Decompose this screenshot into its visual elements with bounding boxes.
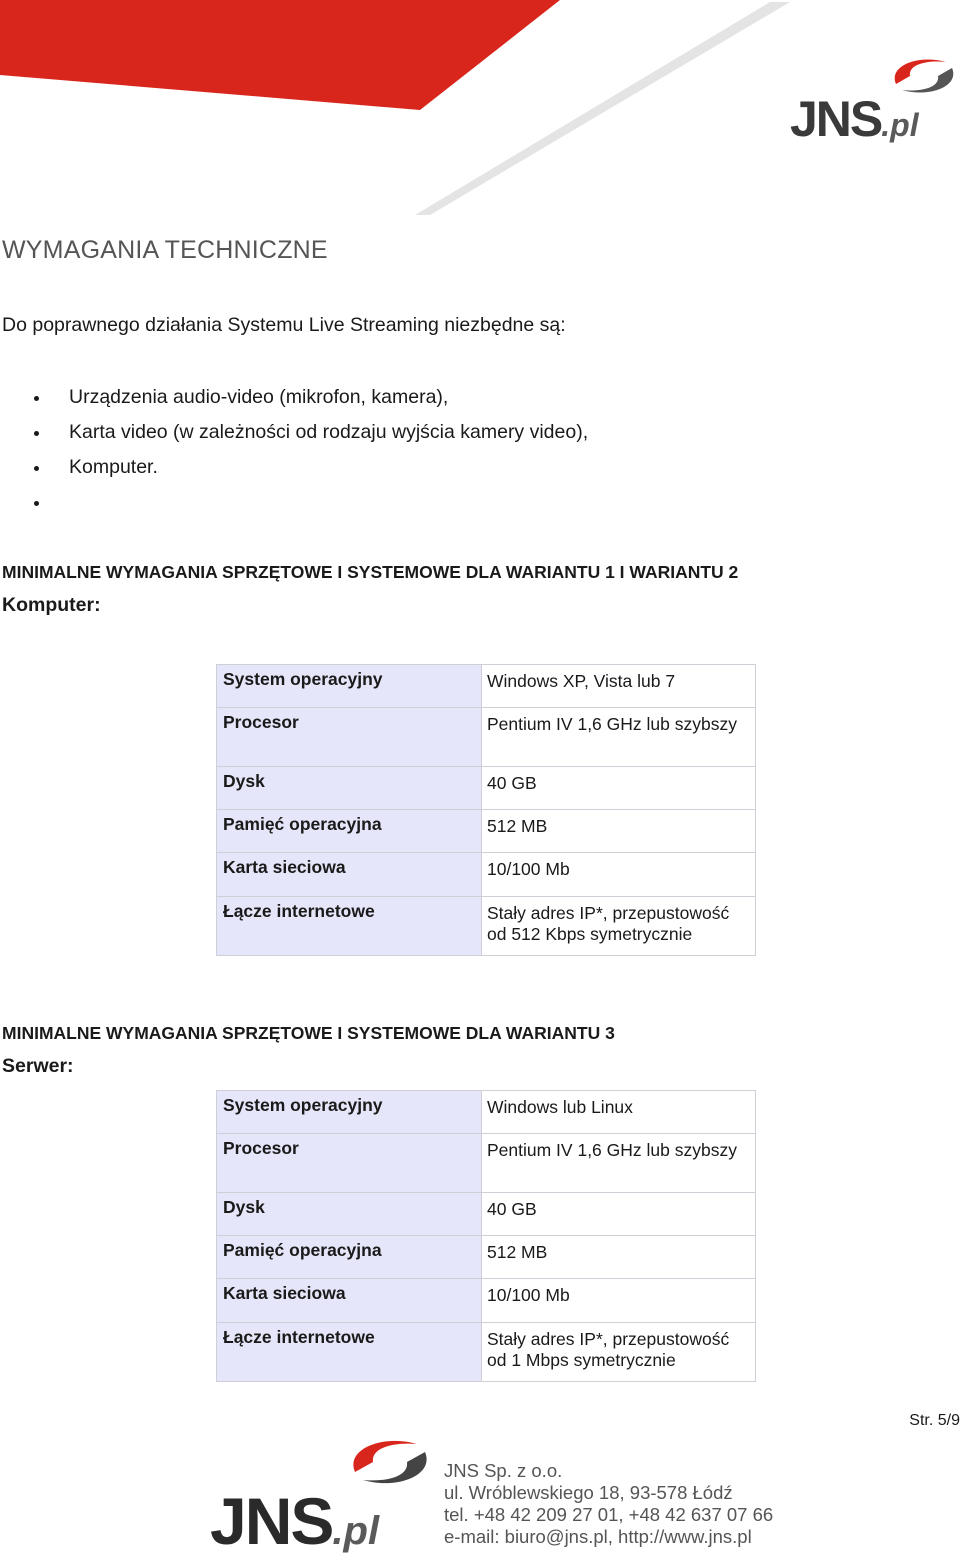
table-row xyxy=(217,1236,756,1279)
logo-suffix: .pl xyxy=(881,107,919,143)
section1-subtitle: Komputer: xyxy=(2,594,101,616)
jns-logo-bottom xyxy=(205,1430,445,1560)
list-item: Karta video (w zależności od rodzaju wyjścia kamery video), xyxy=(0,415,588,450)
header-red-band xyxy=(0,0,560,110)
spec-value: Windows XP, Vista lub 7 xyxy=(482,665,756,708)
logo-swirl-icon xyxy=(888,54,960,98)
table-row xyxy=(217,767,756,810)
table-row xyxy=(217,1279,756,1323)
list-item xyxy=(0,485,588,520)
logo-text: JNS xyxy=(790,91,882,147)
footer-address: ul. Wróblewskiego 18, 93-578 Łódź xyxy=(444,1482,733,1503)
spec-key: Karta sieciowa xyxy=(217,1279,482,1323)
table-row xyxy=(217,810,756,853)
spec-value: 512 MB xyxy=(482,810,756,853)
footer-phone: tel. +48 42 209 27 01, +48 42 637 07 66 xyxy=(444,1504,774,1525)
spec-key: Procesor xyxy=(217,708,482,767)
table-row xyxy=(217,1091,756,1134)
footer-company: JNS Sp. z o.o. xyxy=(444,1460,563,1481)
spec-key: System operacyjny xyxy=(217,1091,482,1134)
table-row xyxy=(217,897,756,956)
spec-key: Dysk xyxy=(217,767,482,810)
section1-spec-table xyxy=(216,664,756,956)
spec-key: Dysk xyxy=(217,1193,482,1236)
page-title: WYMAGANIA TECHNICZNE xyxy=(2,236,328,264)
spec-key: Karta sieciowa xyxy=(217,853,482,897)
spec-value: 40 GB xyxy=(482,1193,756,1236)
table-row xyxy=(217,1134,756,1193)
list-item: Komputer. xyxy=(0,450,588,485)
spec-value: 40 GB xyxy=(482,767,756,810)
requirements-list xyxy=(0,380,588,520)
logo-text: JNS xyxy=(210,1484,333,1558)
jns-logo-top xyxy=(760,50,960,160)
spec-value: Stały adres IP*, przepustowość od 1 Mbps symetrycznie xyxy=(482,1323,756,1382)
spec-key: Łącze internetowe xyxy=(217,897,482,956)
table-row xyxy=(217,1323,756,1382)
logo-suffix: .pl xyxy=(332,1509,380,1553)
spec-key: Procesor xyxy=(217,1134,482,1193)
table-row xyxy=(217,708,756,767)
spec-value: Stały adres IP*, przepustowość od 512 Kbps symetrycznie xyxy=(482,897,756,956)
list-item: Urządzenia audio-video (mikrofon, kamera), xyxy=(0,380,588,415)
spec-value: 10/100 Mb xyxy=(482,1279,756,1323)
logo-swirl-icon xyxy=(345,1434,435,1490)
intro-text: Do poprawnego działania Systemu Live Streaming niezbędne są: xyxy=(2,314,566,336)
spec-key: Pamięć operacyjna xyxy=(217,1236,482,1279)
table-row xyxy=(217,853,756,897)
spec-key: Pamięć operacyjna xyxy=(217,810,482,853)
footer-contact: e-mail: biuro@jns.pl, http://www.jns.pl xyxy=(444,1526,752,1547)
section2-spec-table xyxy=(216,1090,756,1382)
spec-value: Windows lub Linux xyxy=(482,1091,756,1134)
spec-value: Pentium IV 1,6 GHz lub szybszy xyxy=(482,1134,756,1193)
spec-key: Łącze internetowe xyxy=(217,1323,482,1382)
section2-subtitle: Serwer: xyxy=(2,1055,74,1077)
company-footer xyxy=(444,1460,773,1548)
spec-value: Pentium IV 1,6 GHz lub szybszy xyxy=(482,708,756,767)
section2-title: MINIMALNE WYMAGANIA SPRZĘTOWE I SYSTEMOWE DLA WARIANTU 3 xyxy=(2,1023,615,1043)
table-row xyxy=(217,1193,756,1236)
section1-title: MINIMALNE WYMAGANIA SPRZĘTOWE I SYSTEMOWE DLA WARIANTU 1 I WARIANTU 2 xyxy=(2,562,739,582)
page-number: Str. 5/9 xyxy=(909,1412,960,1429)
spec-value: 10/100 Mb xyxy=(482,853,756,897)
spec-key: System operacyjny xyxy=(217,665,482,708)
spec-value: 512 MB xyxy=(482,1236,756,1279)
table-row xyxy=(217,665,756,708)
